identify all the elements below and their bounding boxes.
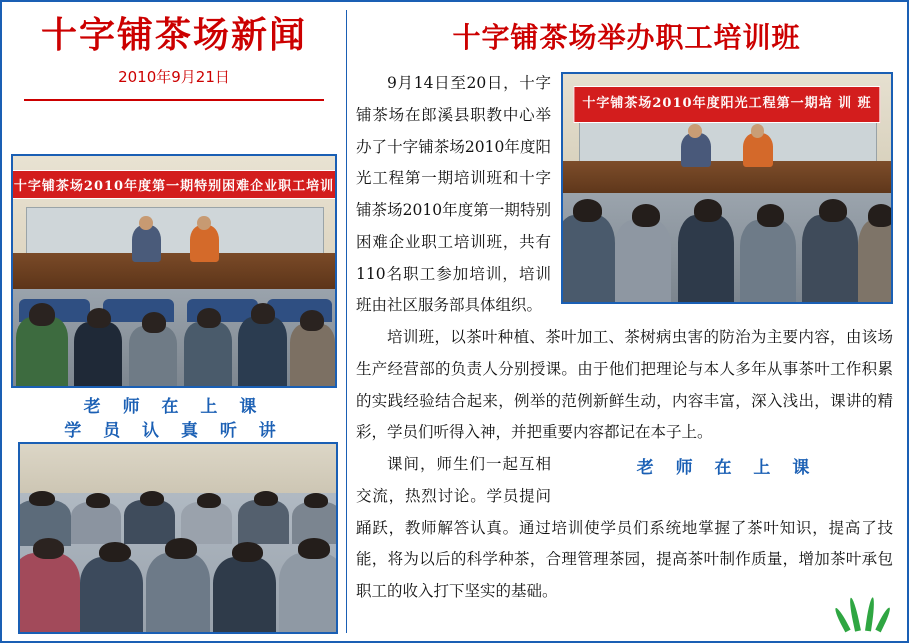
photo2-assistant-seated xyxy=(743,133,773,167)
photo3-attendee-head xyxy=(33,538,65,559)
photo3-attendee xyxy=(124,500,175,543)
leaf-shape xyxy=(833,607,851,633)
photo2-attendee-head xyxy=(694,199,722,222)
photo3-attendee-head xyxy=(232,542,264,563)
photo2-teacher-head xyxy=(688,124,702,138)
photo3-attendee xyxy=(213,557,276,632)
photo3-attendee-head xyxy=(29,491,54,506)
photo-students-listening xyxy=(18,442,338,634)
left-column xyxy=(2,2,346,641)
photo3-attendee-head xyxy=(165,538,197,559)
right-column xyxy=(346,2,907,641)
photo1-whiteboard xyxy=(26,207,324,255)
photo2-attendee-head xyxy=(757,204,785,227)
photo1-desk xyxy=(13,253,335,290)
masthead-divider xyxy=(24,99,324,101)
photo3-attendee-head xyxy=(140,491,164,506)
photo3-attendee-head xyxy=(304,493,328,508)
photo1-attendee-head xyxy=(87,308,111,329)
photo1-attendee xyxy=(290,324,335,386)
leaf-shape xyxy=(875,606,892,632)
photo3-attendee-head xyxy=(99,542,131,563)
caption-teacher-lecturing-right: 老 师 在 上 课 xyxy=(636,458,818,479)
caption-teacher-lecturing-left: 老 师 在 上 课 xyxy=(83,397,265,417)
photo3-attendee-head xyxy=(86,493,110,508)
photo3-attendee xyxy=(80,557,143,632)
article-paragraph-2: 培训班，以茶叶种植、茶叶加工、茶树病虫害的防治为主要内容，由该场生产经营部的负责人分别授课。由于他们把理论与本人多年从事茶叶工作积累的实践经验结合起来，例举的范例新鲜生动，内容丰富，深入浅出，课讲的精彩，学员们听得入神，并把重要内容都记在本子上。 xyxy=(356,328,893,442)
leaf-shape xyxy=(865,597,876,632)
photo1-attendee-head xyxy=(300,310,324,331)
photo1-teacher-seated xyxy=(132,225,161,262)
photo1-assistant-seated xyxy=(190,225,219,262)
photo1-attendee xyxy=(129,326,177,386)
photo2-banner-text: 十字铺茶场2010年度阳光工程第一期培 训 班 xyxy=(573,86,880,123)
masthead xyxy=(2,2,346,101)
photo3-attendee-head xyxy=(254,491,278,506)
photo-classroom-teachers xyxy=(11,154,337,388)
photo3-attendee xyxy=(238,500,289,543)
tea-leaf-logo-icon xyxy=(841,591,893,631)
article-body xyxy=(356,68,893,608)
photo3-attendee-head xyxy=(298,538,330,559)
caption-students-listening: 学 员 认 真 听 讲 xyxy=(64,421,284,441)
photo3-attendee xyxy=(146,553,209,632)
photo2-attendee xyxy=(802,215,858,302)
photo2-desk xyxy=(563,161,891,193)
photo1-banner-text: 十字铺茶场2010年度第一期特别困难企业职工培训 xyxy=(11,170,337,199)
photo2-attendee xyxy=(858,220,893,302)
photo1-attendee xyxy=(238,317,286,386)
photo3-attendee xyxy=(71,502,122,543)
photo1-attendee-head xyxy=(29,303,55,326)
photo2-whiteboard xyxy=(579,120,876,163)
article-paragraph-3: 课间，师生们一起互相交流，热烈讨论。学员提问踊跃，教师解答认真。通过培训使学员们系统地掌握了茶叶知识，提高了技能，将为以后的科学种茶，合理管理茶园，提高茶叶制作质量，增加茶叶承包职工的收入打下坚实的基础。 xyxy=(356,455,893,601)
photo1-attendee xyxy=(16,317,68,386)
photo2-attendee-head xyxy=(573,199,603,222)
masthead-title: 十字铺茶场新闻 xyxy=(40,14,307,56)
photo2-attendee xyxy=(740,220,796,302)
photo1-attendee-head xyxy=(251,303,275,324)
photo3-attendee xyxy=(279,553,338,632)
photo2-attendee-head xyxy=(819,199,847,222)
photo2-attendee-head xyxy=(868,204,893,227)
photo1-attendee-head xyxy=(142,312,166,333)
photo1-assistant-head xyxy=(197,216,211,230)
photo-sunshine-class xyxy=(561,72,893,304)
photo3-attendee xyxy=(181,502,232,543)
photo3-attendee-head xyxy=(197,493,221,508)
photo1-attendee xyxy=(74,322,122,386)
photo2-assistant-head xyxy=(751,124,765,138)
leaf-shape xyxy=(848,597,861,632)
photo2-attendee-head xyxy=(632,204,660,227)
photo2-attendee xyxy=(561,215,615,302)
photo1-teacher-head xyxy=(139,216,153,230)
article-paragraph-1: 9月14日至20日，十字铺茶场在郎溪县职教中心举办了十字铺茶场2010年度阳光工程第一期培训班和十字铺茶场2010年度第一期特别困难企业职工培训班，共有110名职工参加培训，培训班由社区服务部具体组织。 xyxy=(356,74,551,315)
photo2-attendee xyxy=(678,215,734,302)
masthead-date: 2010年9月21日 xyxy=(118,67,230,86)
photo1-attendee xyxy=(184,322,232,386)
photo3-attendee xyxy=(18,553,80,632)
photo2-attendee xyxy=(615,220,671,302)
photo1-attendee-head xyxy=(197,308,221,329)
photo3-wall xyxy=(20,444,336,493)
photo2-teacher-seated xyxy=(681,133,711,167)
article-title: 十字铺茶场举办职工培训班 xyxy=(452,21,801,54)
